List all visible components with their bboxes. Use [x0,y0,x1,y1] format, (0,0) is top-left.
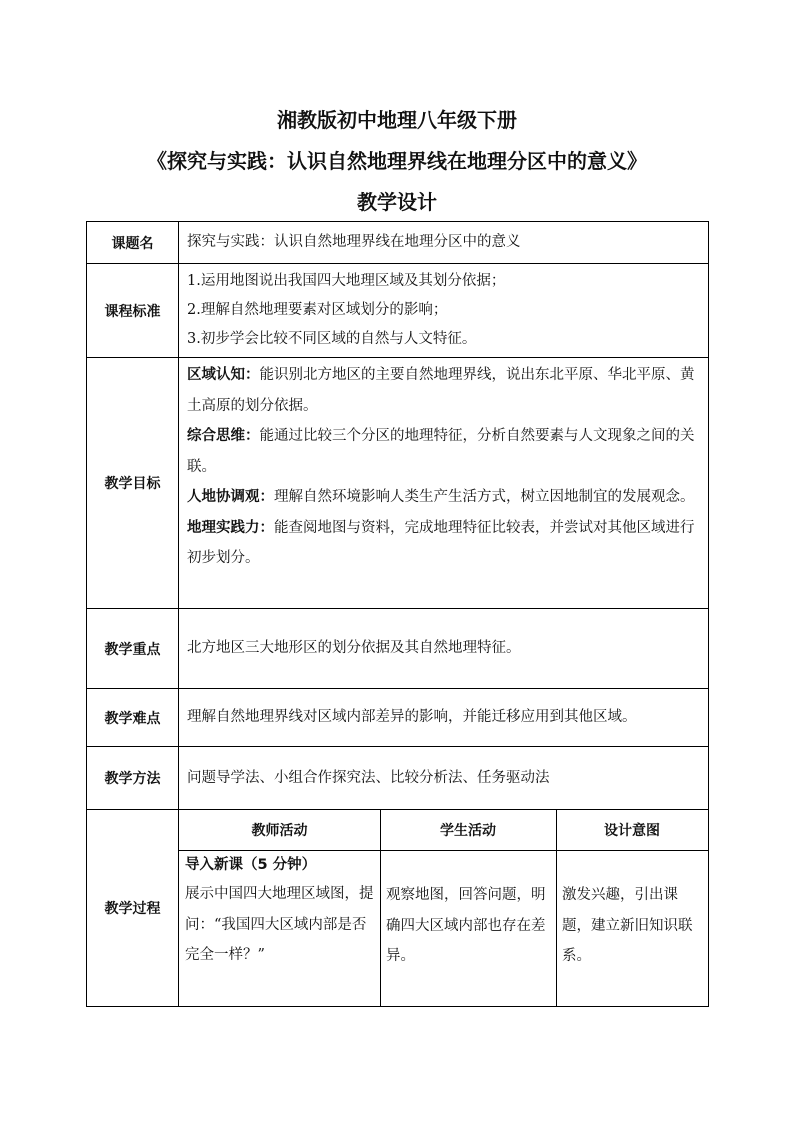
goal-text: 能识别北方地区的主要自然地理界线，说出东北平原、华北平原、黄土高原的划分依据。 [187,367,695,414]
key-label: 教学重点 [87,609,179,688]
teacher-activity-text: 展示中国四大地理区域图，提问：“我国四大区域内部是否完全一样？” [185,886,374,963]
difficulty-label: 教学难点 [87,689,179,746]
step-title: 导入新课（5 分钟） [185,857,317,873]
doc-title-line2: 《探究与实践：认识自然地理界线在地理分区中的意义》 [147,149,647,173]
doc-title-line1: 湘教版初中地理八年级下册 [277,108,517,132]
lesson-plan-table [86,221,709,1007]
goals-label: 教学目标 [87,358,179,608]
standard-item: 3.初步学会比较不同区域的自然与人文特征。 [187,331,477,347]
row-standard [87,264,708,358]
row-goals [87,358,708,609]
goal-item [187,482,700,513]
standard-content [179,264,708,357]
row-process [87,810,708,1006]
teacher-activity-cell [179,850,380,971]
row-key-point [87,609,708,689]
method-label: 教学方法 [87,747,179,809]
header-design-intent: 设计意图 [604,823,660,839]
process-label: 教学过程 [87,810,179,1006]
goal-text: 能通过比较三个分区的地理特征，分析自然要素与人文现象之间的关联。 [187,428,695,475]
row-method [87,747,708,810]
goal-text: 理解自然环境影响人类生产生活方式，树立因地制宜的发展观念。 [274,489,695,505]
goal-text: 能查阅地图与资料，完成地理特征比较表，并尝试对其他区域进行初步划分。 [187,519,695,566]
header-student-activity: 学生活动 [440,823,496,839]
student-activity-text: 观察地图，回答问题，明确四大区域内部也存在差异。 [386,887,546,964]
topic-text: 探究与实践：认识自然地理界线在地理分区中的意义 [187,234,521,251]
method-text: 问题导学法、小组合作探究法、比较分析法、任务驱动法 [187,769,550,786]
row-difficulty [87,689,708,747]
goal-term: 综合思维： [187,428,260,444]
difficulty-text: 理解自然地理界线对区域内部差异的影响，并能迁移应用到其他区域。 [187,709,637,726]
goals-content [179,358,708,608]
standard-item: 2.理解自然地理要素对区域划分的影响； [187,302,448,318]
student-activity-cell [380,880,556,972]
key-text: 北方地区三大地形区的划分依据及其自然地理特征。 [187,640,521,657]
header-teacher-activity: 教师活动 [251,823,308,839]
goal-item [187,360,700,421]
goal-term: 人地协调观： [187,489,274,505]
design-intent-text: 激发兴趣，引出课题，建立新旧知识联系。 [562,887,693,964]
doc-title-line3: 教学设计 [357,190,437,214]
goal-term: 区域认知： [187,367,260,383]
goal-term: 地理实践力： [187,519,274,536]
standard-item: 1.运用地图说出我国四大地理区域及其划分依据； [187,273,506,289]
standard-label: 课程标准 [87,264,179,357]
goal-item [187,513,700,574]
design-intent-cell [556,880,708,972]
goal-item [187,421,700,482]
topic-label: 课题名 [87,222,179,263]
row-topic [87,222,708,264]
